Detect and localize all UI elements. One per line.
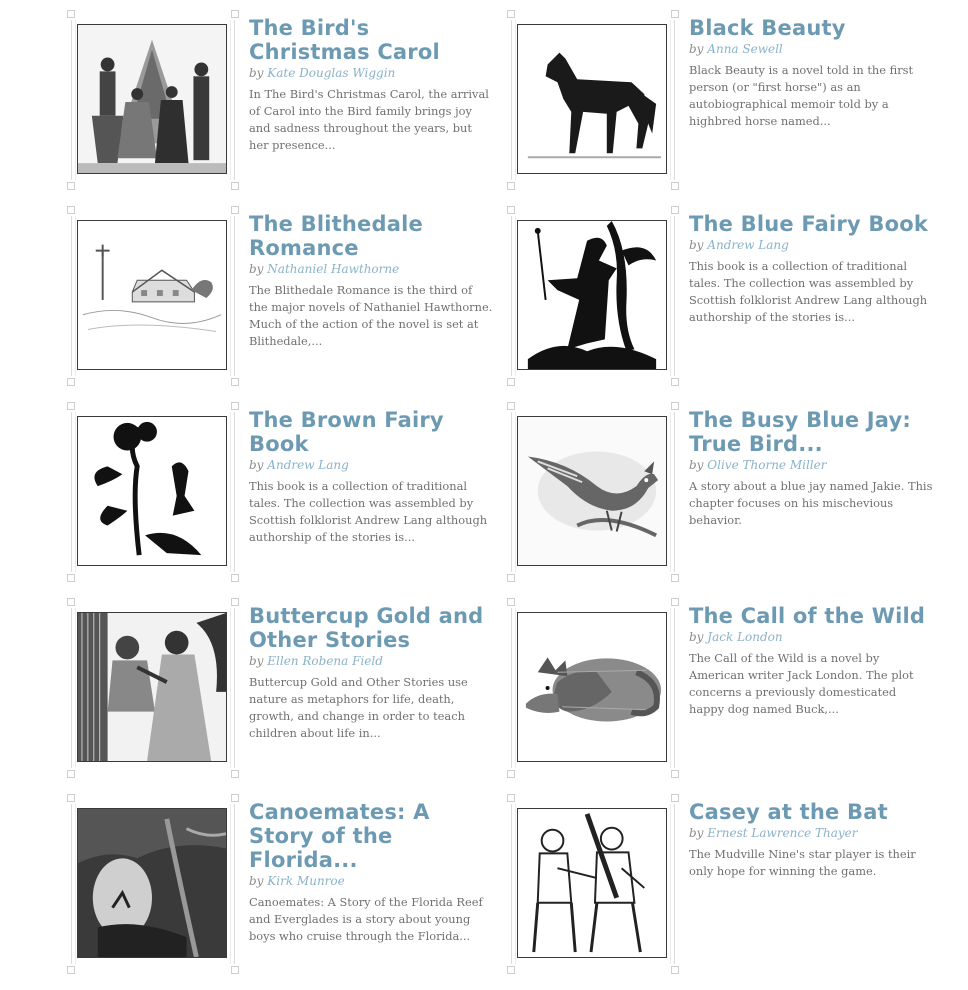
author-link[interactable]: Ellen Robena Field (267, 654, 383, 668)
by-label: by (249, 874, 264, 888)
resize-handle[interactable] (671, 182, 679, 190)
resize-handle[interactable] (507, 794, 515, 802)
book-card (65, 10, 505, 206)
resize-handle[interactable] (671, 598, 679, 606)
by-label: by (689, 630, 704, 644)
book-card (65, 206, 505, 402)
book-cover-image[interactable] (77, 24, 227, 174)
resize-handle[interactable] (231, 402, 239, 410)
by-label: by (249, 66, 264, 80)
book-cover-image[interactable] (517, 416, 667, 566)
resize-handle[interactable] (507, 598, 515, 606)
book-title-link[interactable]: The Blithedale Romance (249, 212, 423, 260)
book-title-link[interactable]: The Blue Fairy Book (689, 212, 929, 236)
resize-handle[interactable] (231, 794, 239, 802)
book-description: Canoemates: A Story of the Florida Reef and Everglades is a story about young boys who cruise through the Florida... (249, 895, 483, 943)
book-card (505, 794, 945, 990)
book-title-link[interactable]: Black Beauty (689, 16, 846, 40)
resize-handle[interactable] (671, 770, 679, 778)
resize-handle[interactable] (671, 966, 679, 974)
resize-handle[interactable] (671, 402, 679, 410)
author-link[interactable]: Anna Sewell (707, 42, 783, 56)
book-card (505, 10, 945, 206)
resize-handle[interactable] (67, 770, 75, 778)
book-card (505, 206, 945, 402)
byline (689, 628, 934, 646)
resize-handle[interactable] (507, 402, 515, 410)
book-cover-image[interactable] (77, 220, 227, 370)
by-label: by (249, 654, 264, 668)
resize-handle[interactable] (671, 794, 679, 802)
resize-handle[interactable] (67, 206, 75, 214)
book-description: The Mudville Nine's star player is their only hope for winning the game. (689, 847, 916, 878)
book-description: This book is a collection of traditional tales. The collection was assembled by Scottish folklorist Andrew Lang although authorship of the stories is... (249, 479, 488, 544)
book-card (65, 794, 505, 990)
byline (249, 652, 494, 670)
resize-handle[interactable] (67, 182, 75, 190)
book-cover-image[interactable] (517, 24, 667, 174)
resize-handle[interactable] (671, 10, 679, 18)
book-description: The Call of the Wild is a novel by American writer Jack London. The plot concerns a previously domesticated happy dog named Buck,... (689, 651, 914, 716)
resize-handle[interactable] (67, 378, 75, 386)
resize-handle[interactable] (507, 378, 515, 386)
book-description: Black Beauty is a novel told in the first person (or "first horse") as an autobiographical memoir told by a highbred horse named... (689, 63, 914, 128)
book-description: Buttercup Gold and Other Stories use nature as metaphors for life, death, growth, and change in order to teach children about life in... (249, 675, 468, 740)
book-cover-image[interactable] (517, 612, 667, 762)
by-label: by (689, 42, 704, 56)
book-title-link[interactable]: The Busy Blue Jay: True Bird... (689, 408, 912, 456)
resize-handle[interactable] (507, 966, 515, 974)
book-cover-image[interactable] (517, 808, 667, 958)
resize-handle[interactable] (507, 770, 515, 778)
resize-handle[interactable] (231, 574, 239, 582)
byline (689, 824, 934, 842)
resize-handle[interactable] (231, 378, 239, 386)
byline (249, 872, 494, 890)
book-description: In The Bird's Christmas Carol, the arrival of Carol into the Bird family brings joy and sadness throughout the years, but her presence... (249, 87, 489, 152)
byline (689, 236, 934, 254)
author-link[interactable]: Kate Douglas Wiggin (267, 66, 396, 80)
by-label: by (249, 458, 264, 472)
resize-handle[interactable] (67, 794, 75, 802)
byline (249, 456, 494, 474)
author-link[interactable]: Andrew Lang (707, 238, 789, 252)
by-label: by (689, 458, 704, 472)
book-cover-image[interactable] (77, 612, 227, 762)
resize-handle[interactable] (67, 574, 75, 582)
resize-handle[interactable] (231, 182, 239, 190)
byline (689, 456, 934, 474)
author-link[interactable]: Kirk Munroe (267, 874, 345, 888)
resize-handle[interactable] (671, 574, 679, 582)
author-link[interactable]: Andrew Lang (267, 458, 349, 472)
resize-handle[interactable] (507, 182, 515, 190)
byline (689, 40, 934, 58)
book-card (505, 402, 945, 598)
book-cover-image[interactable] (77, 416, 227, 566)
book-title-link[interactable]: Canoemates: A Story of the Florida... (249, 800, 430, 872)
book-title-link[interactable]: Buttercup Gold and Other Stories (249, 604, 484, 652)
resize-handle[interactable] (231, 10, 239, 18)
author-link[interactable]: Olive Thorne Miller (707, 458, 827, 472)
resize-handle[interactable] (671, 378, 679, 386)
resize-handle[interactable] (507, 10, 515, 18)
book-title-link[interactable]: The Brown Fairy Book (249, 408, 444, 456)
byline (249, 64, 494, 82)
resize-handle[interactable] (231, 206, 239, 214)
book-title-link[interactable]: Casey at the Bat (689, 800, 888, 824)
resize-handle[interactable] (671, 206, 679, 214)
resize-handle[interactable] (67, 598, 75, 606)
by-label: by (249, 262, 264, 276)
by-label: by (689, 826, 704, 840)
resize-handle[interactable] (507, 574, 515, 582)
book-description: This book is a collection of traditional tales. The collection was assembled by Scottish folklorist Andrew Lang although authorship of the stories is... (689, 259, 928, 324)
author-link[interactable]: Nathaniel Hawthorne (267, 262, 400, 276)
resize-handle[interactable] (507, 206, 515, 214)
book-card (65, 598, 505, 794)
book-card (65, 402, 505, 598)
book-title-link[interactable]: The Call of the Wild (689, 604, 926, 628)
author-link[interactable]: Ernest Lawrence Thayer (707, 826, 858, 840)
book-cover-image[interactable] (517, 220, 667, 370)
resize-handle[interactable] (231, 966, 239, 974)
book-description: The Blithedale Romance is the third of the major novels of Nathaniel Hawthorne. Much of the action of the novel is set at Blithedale,... (249, 283, 493, 348)
book-card (505, 598, 945, 794)
book-cover-image[interactable] (77, 808, 227, 958)
byline (249, 260, 494, 278)
book-title-link[interactable]: The Bird's Christmas Carol (249, 16, 440, 64)
author-link[interactable]: Jack London (707, 630, 783, 644)
resize-handle[interactable] (231, 598, 239, 606)
resize-handle[interactable] (67, 10, 75, 18)
book-description: A story about a blue jay named Jakie. This chapter focuses on his mischevious behavior. (689, 479, 933, 527)
resize-handle[interactable] (67, 402, 75, 410)
by-label: by (689, 238, 704, 252)
resize-handle[interactable] (67, 966, 75, 974)
resize-handle[interactable] (231, 770, 239, 778)
